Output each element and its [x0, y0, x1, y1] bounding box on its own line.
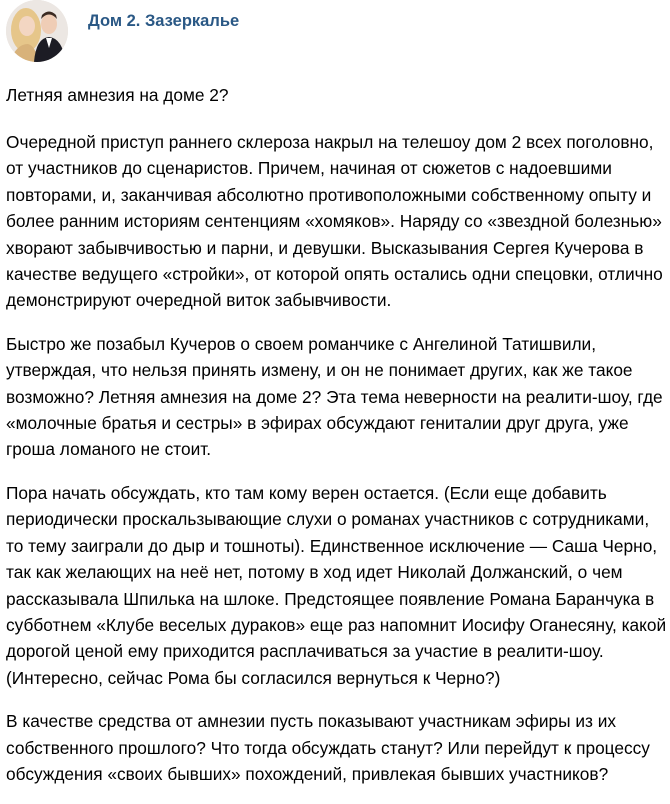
- post-paragraph-4: [6, 708, 666, 787]
- text-line: то тему заиграли до дыр и тошноты). Единственное исключение — Саша Черно,: [6, 535, 658, 556]
- text-line: Очередной приступ раннего склероза накрыл на телешоу дом 2 всех поголовно,: [6, 132, 654, 152]
- text-line: обсуждения «своих бывших» похождений, привлекая бывших участников?: [6, 763, 609, 784]
- channel-name-link[interactable]: Дом 2. Зазеркалье: [88, 12, 240, 30]
- text-line: «молочные братья и сестры» в эфирах обсуждают гениталии друг друга, уже: [6, 413, 629, 434]
- post-paragraph-3: [6, 480, 666, 691]
- text-line: рассказывала Шпилька на шлоке. Предстоящее появление Романа Баранчука в: [6, 588, 655, 609]
- channel-avatar[interactable]: [6, 0, 68, 62]
- text-line: Пора начать обсуждать, кто там кому верен остается. (Если еще добавить: [6, 482, 607, 503]
- post-title: Летняя амнезия на доме 2?: [6, 85, 229, 105]
- text-line: демонстрируют очередной виток забывчивости.: [6, 290, 392, 311]
- post-body: [6, 83, 666, 804]
- post-paragraph-1: [6, 129, 666, 314]
- text-line: повторами, и, заканчивая абсолютно противоположными собственному опыту и: [6, 184, 652, 205]
- text-line: (Интересно, сейчас Рома бы согласился вернуться к Черно?): [6, 667, 501, 688]
- text-line: возможно? Летняя амнезия на доме 2? Эта тема неверности на реалити-шоу, где: [6, 386, 663, 407]
- text-line: В качестве средства от амнезии пусть показывают участникам эфиры из их: [6, 711, 616, 732]
- text-line: собственного прошлого? Что тогда обсуждать станут? Или перейдут к процессу: [6, 737, 650, 758]
- text-line: периодически проскальзывающие слухи о романах участников с сотрудниками,: [6, 509, 650, 530]
- post-header: [0, 0, 670, 68]
- text-line: качестве ведущего «стройки», от которой опять остались одни спецовки, отлично: [6, 264, 663, 285]
- text-line: более ранним историям сентенциям «хомяков». Наряду со «звездной болезнью»: [6, 211, 662, 232]
- text-line: гроша ломаного не стоит.: [6, 439, 212, 460]
- text-line: дорогой ценой ему приходится расплачиваться за участие в реалити-шоу.: [6, 641, 604, 662]
- text-line: утверждая, что нельзя принять измену, и он не понимает других, как же такое: [6, 360, 633, 381]
- text-line: субботнем «Клубе веселых дураков» еще раз напомнит Иосифу Оганесяну, какой: [6, 614, 667, 635]
- avatar-photo-icon: [6, 0, 68, 62]
- text-line: так как желающих на неё нет, потому в ход идет Николай Должанский, о чем: [6, 562, 623, 583]
- text-line: хворают забывчивостью и парни, и девушки. Высказывания Сергея Кучерова в: [6, 237, 644, 258]
- text-line: Быстро же позабыл Кучеров о своем романчике с Ангелиной Татишвили,: [6, 333, 597, 354]
- post-paragraph-2: [6, 331, 666, 463]
- text-line: от участников до сценаристов. Причем, начиная от сюжетов с надоевшими: [6, 158, 612, 179]
